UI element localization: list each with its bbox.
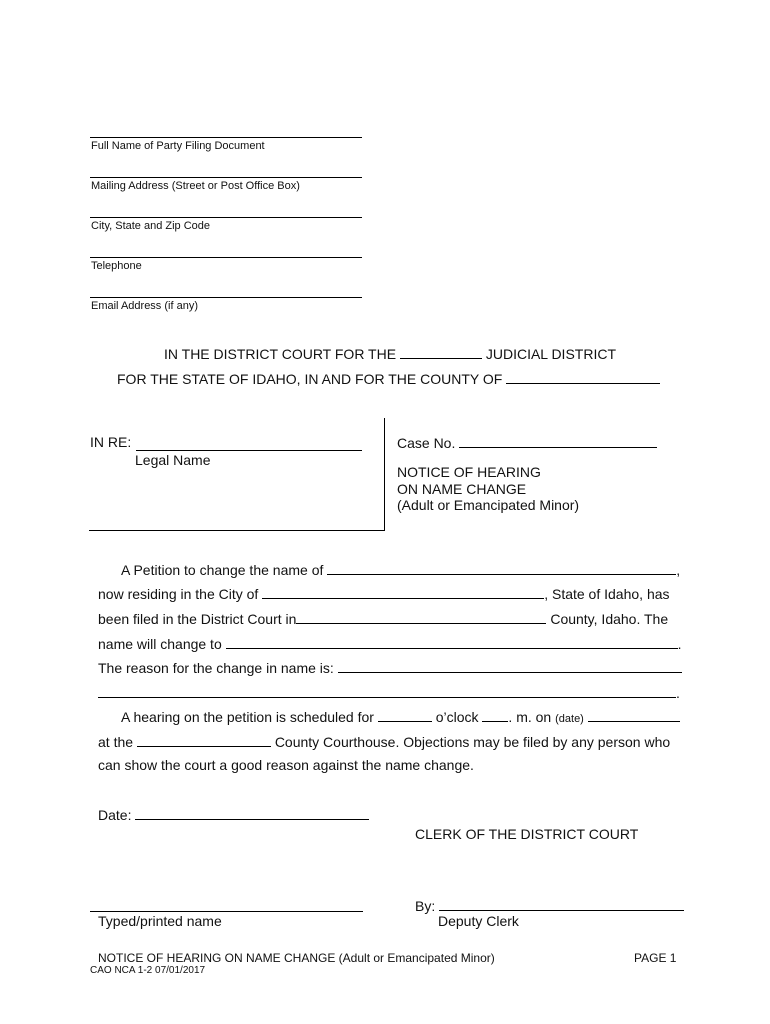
petition-line-3-text-b: County, Idaho. The — [550, 611, 669, 627]
courthouse-county-blank[interactable] — [137, 733, 271, 747]
telephone-label: Telephone — [91, 260, 142, 272]
city-state-zip-line[interactable] — [90, 217, 362, 218]
mailing-address-line[interactable] — [90, 177, 362, 178]
footer-title: NOTICE OF HEARING ON NAME CHANGE (Adult or Emancipated Minor) — [98, 951, 495, 965]
caption-divider — [384, 418, 385, 530]
county-blank[interactable] — [506, 370, 660, 384]
form-code: CAO NCA 1-2 07/01/2017 — [90, 965, 206, 976]
court-line-2 — [117, 370, 660, 387]
reason-blank-1[interactable] — [338, 659, 682, 673]
petition-line-1 — [121, 561, 680, 578]
case-no-row — [397, 434, 657, 451]
city-blank[interactable] — [262, 585, 544, 599]
typed-name-label: Typed/printed name — [98, 913, 222, 929]
petition-line-4-period: . — [677, 636, 682, 652]
petition-line-4 — [98, 635, 682, 652]
by-row — [415, 897, 684, 914]
hearing-line-1 — [121, 708, 680, 725]
petition-line-3 — [98, 610, 668, 627]
new-name-blank[interactable] — [226, 635, 678, 649]
petition-line-6 — [98, 684, 680, 701]
petition-line-1-comma: , — [676, 562, 681, 578]
hearing-line-3: can show the court a good reason against the name change. — [98, 757, 474, 773]
hearing-hour-blank[interactable] — [378, 708, 432, 722]
hearing-date-blank[interactable] — [588, 708, 680, 722]
date-label: Date: — [98, 807, 132, 823]
petition-line-4-text: name will change to — [98, 636, 222, 652]
petition-line-3-text-a: been filed in the District Court in — [98, 611, 297, 627]
petition-line-6-period: . — [676, 685, 680, 701]
full-name-line[interactable] — [90, 137, 362, 138]
email-label: Email Address (if any) — [91, 300, 198, 312]
judicial-district-blank[interactable] — [400, 345, 482, 359]
city-state-zip-label: City, State and Zip Code — [91, 220, 211, 232]
date-row — [98, 806, 369, 823]
full-name-label: Full Name of Party Filing Document — [91, 140, 265, 152]
petition-line-5 — [98, 659, 682, 676]
court-line-2-text: FOR THE STATE OF IDAHO, IN AND FOR THE COUNTY OF — [117, 371, 503, 387]
hearing-line-1-text-b: o’clock — [435, 709, 479, 725]
telephone-line[interactable] — [90, 257, 362, 258]
date-hint: (date) — [555, 713, 584, 725]
petition-line-2-text-a: now residing in the City of — [98, 586, 259, 602]
document-title-3: (Adult or Emancipated Minor) — [397, 497, 580, 513]
by-label: By: — [415, 898, 436, 914]
case-no-label: Case No. — [397, 435, 456, 451]
case-no-blank[interactable] — [459, 434, 657, 448]
court-line-1 — [164, 345, 616, 362]
current-name-blank[interactable] — [327, 561, 676, 575]
hearing-line-2-text-a: at the — [98, 734, 134, 750]
date-blank[interactable] — [135, 806, 369, 820]
clerk-signature-blank[interactable] — [439, 897, 684, 911]
deputy-clerk-label: Deputy Clerk — [438, 913, 519, 929]
legal-name-label: Legal Name — [135, 452, 211, 468]
page-number: PAGE 1 — [634, 951, 677, 965]
clerk-title: CLERK OF THE DISTRICT COURT — [415, 826, 639, 842]
document-title-1: NOTICE OF HEARING — [397, 464, 541, 480]
am-pm-blank[interactable] — [482, 708, 508, 722]
hearing-line-2-text-b: County Courthouse. Objections may be filed by any person who — [274, 734, 671, 750]
reason-blank-2[interactable] — [98, 684, 676, 698]
document-title-2: ON NAME CHANGE — [397, 481, 527, 497]
hearing-line-2 — [98, 733, 670, 750]
hearing-line-1-text-a: A hearing on the petition is scheduled for — [121, 709, 374, 725]
court-line-1-text-a: IN THE DISTRICT COURT FOR THE — [164, 346, 397, 362]
legal-name-line[interactable] — [136, 450, 362, 451]
typed-name-line[interactable] — [90, 911, 363, 912]
filing-county-blank[interactable] — [296, 610, 546, 624]
petition-line-2-text-b: , State of Idaho, has — [544, 586, 670, 602]
in-re-label: IN RE: — [90, 434, 132, 450]
petition-line-1-text: A Petition to change the name of — [121, 562, 324, 578]
petition-line-2 — [98, 585, 670, 602]
court-line-1-text-b: JUDICIAL DISTRICT — [485, 346, 616, 362]
hearing-line-1-text-c: . m. on — [508, 709, 552, 725]
email-line[interactable] — [90, 297, 362, 298]
caption-bottom-rule — [89, 530, 385, 531]
petition-line-5-text: The reason for the change in name is: — [98, 660, 334, 676]
mailing-address-label: Mailing Address (Street or Post Office Box) — [91, 180, 300, 192]
